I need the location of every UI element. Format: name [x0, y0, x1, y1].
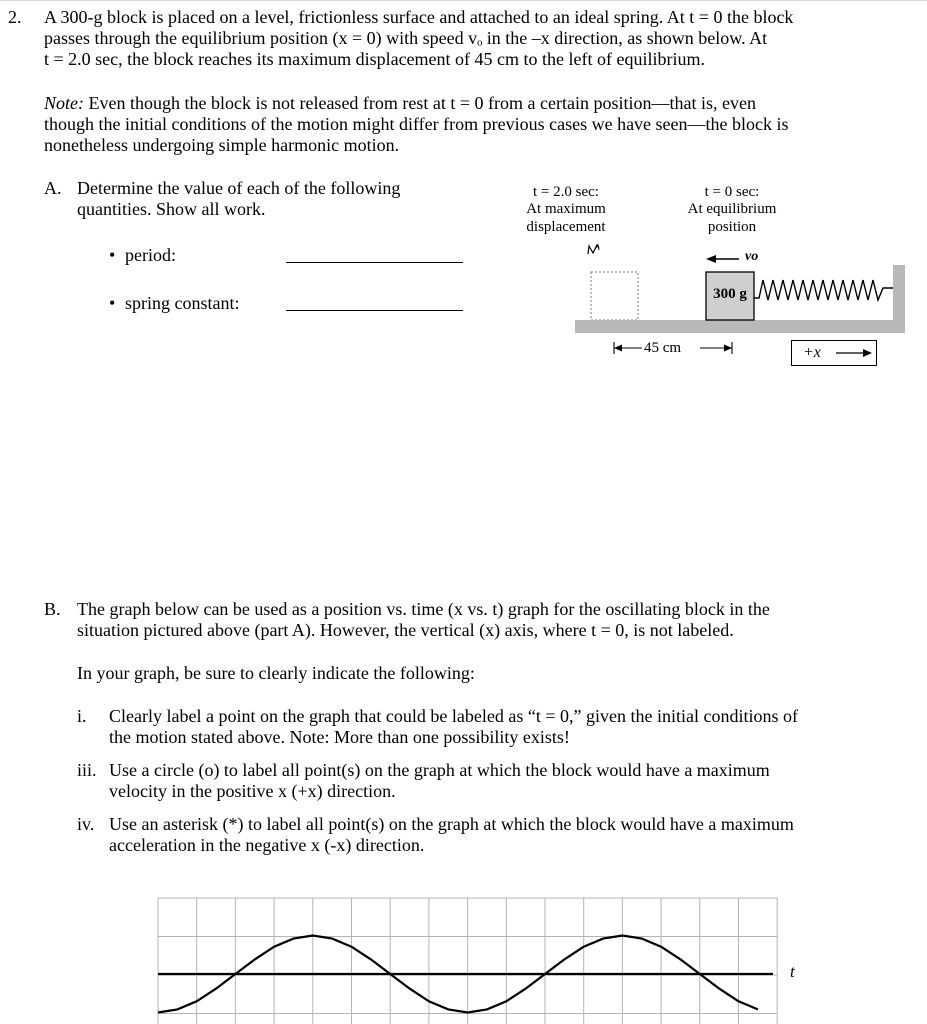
- item-iii-line-1: Use a circle (o) to label all point(s) on the graph at which the block would have a maximum: [109, 760, 770, 780]
- ghost-block-outline: [591, 272, 638, 320]
- problem-number: 2.: [8, 7, 22, 27]
- diagram-right-title: t = 0 sec:: [704, 184, 760, 200]
- squiggle-arrowhead-icon: [595, 245, 599, 250]
- velocity-label: vo: [745, 249, 759, 264]
- spring-constant-label: spring constant:: [125, 293, 240, 313]
- period-label: period:: [125, 245, 176, 265]
- positive-x-label: +x: [803, 344, 821, 361]
- spring-constant-bullet: •: [109, 293, 116, 313]
- distance-label: 45 cm: [644, 340, 682, 356]
- item-iv-line-2: acceleration in the negative x (-x) direction.: [109, 835, 425, 855]
- item-i-number: i.: [77, 706, 87, 726]
- block-mass-label: 300 g: [713, 286, 747, 302]
- surface-floor: [575, 320, 905, 333]
- part-a-line-2: quantities. Show all work.: [77, 199, 266, 219]
- part-b-line-2: situation pictured above (part A). However, the vertical (x) axis, where t = 0, is not labeled.: [77, 620, 734, 640]
- spring: [754, 280, 893, 300]
- item-iii-line-2: velocity in the positive x (+x) direction.: [109, 781, 396, 801]
- diagram-left-title: t = 2.0 sec:: [533, 184, 599, 200]
- item-iv-line-1: Use an asterisk (*) to label all point(s) on the graph at which the block would have a maximum: [109, 814, 794, 834]
- page-top-rule: [0, 0, 927, 1]
- diagram-left-sub-2: displacement: [526, 219, 606, 235]
- diagram-right-sub-1: At equilibrium: [687, 201, 777, 217]
- distance-left-arrowhead-icon: [614, 345, 622, 352]
- part-b-intro: In your graph, be sure to clearly indicate the following:: [77, 663, 475, 683]
- spring-constant-answer-line[interactable]: [286, 310, 463, 311]
- part-a-line-1: Determine the value of each of the following: [77, 178, 401, 198]
- distance-right-arrowhead-icon: [724, 345, 732, 352]
- item-iv-number: iv.: [77, 814, 95, 834]
- item-iii-number: iii.: [77, 760, 97, 780]
- time-axis-label: t: [790, 962, 795, 981]
- problem-line-1: A 300-g block is placed on a level, frictionless surface and attached to an ideal spring. At t = 0 the block: [44, 7, 794, 27]
- position-time-graph[interactable]: [150, 890, 850, 1024]
- period-bullet: •: [109, 245, 116, 265]
- part-b-line-1: The graph below can be used as a position vs. time (x vs. t) graph for the oscillating block in the: [77, 599, 770, 619]
- note-text-1: Even though the block is not released from rest at t = 0 from a certain position—that is, even: [84, 93, 756, 113]
- diagram-left-sub-1: At maximum: [526, 201, 606, 217]
- problem-line-2: passes through the equilibrium position (x = 0) with speed vₒ in the –x direction, as shown below. At: [44, 28, 768, 48]
- velocity-arrowhead-icon: [706, 255, 716, 263]
- note-line-3: nonetheless undergoing simple harmonic motion.: [44, 135, 400, 155]
- diagram-right-sub-2: position: [707, 219, 757, 235]
- note-line-1: [44, 93, 756, 115]
- note-line-2: though the initial conditions of the motion might differ from previous cases we have seen—the block is: [44, 114, 789, 134]
- spring-block-diagram: [560, 240, 905, 370]
- item-i-line-2: the motion stated above. Note: More than one possibility exists!: [109, 727, 570, 747]
- wall: [893, 265, 905, 333]
- part-b-letter: B.: [44, 599, 61, 619]
- part-a-letter: A.: [44, 178, 62, 198]
- item-i-line-1: Clearly label a point on the graph that could be labeled as “t = 0,” given the initial conditions of: [109, 706, 798, 726]
- problem-line-3: t = 2.0 sec, the block reaches its maximum displacement of 45 cm to the left of equilibrium.: [44, 49, 705, 69]
- period-answer-line[interactable]: [286, 262, 463, 263]
- note-label: Note:: [44, 93, 84, 113]
